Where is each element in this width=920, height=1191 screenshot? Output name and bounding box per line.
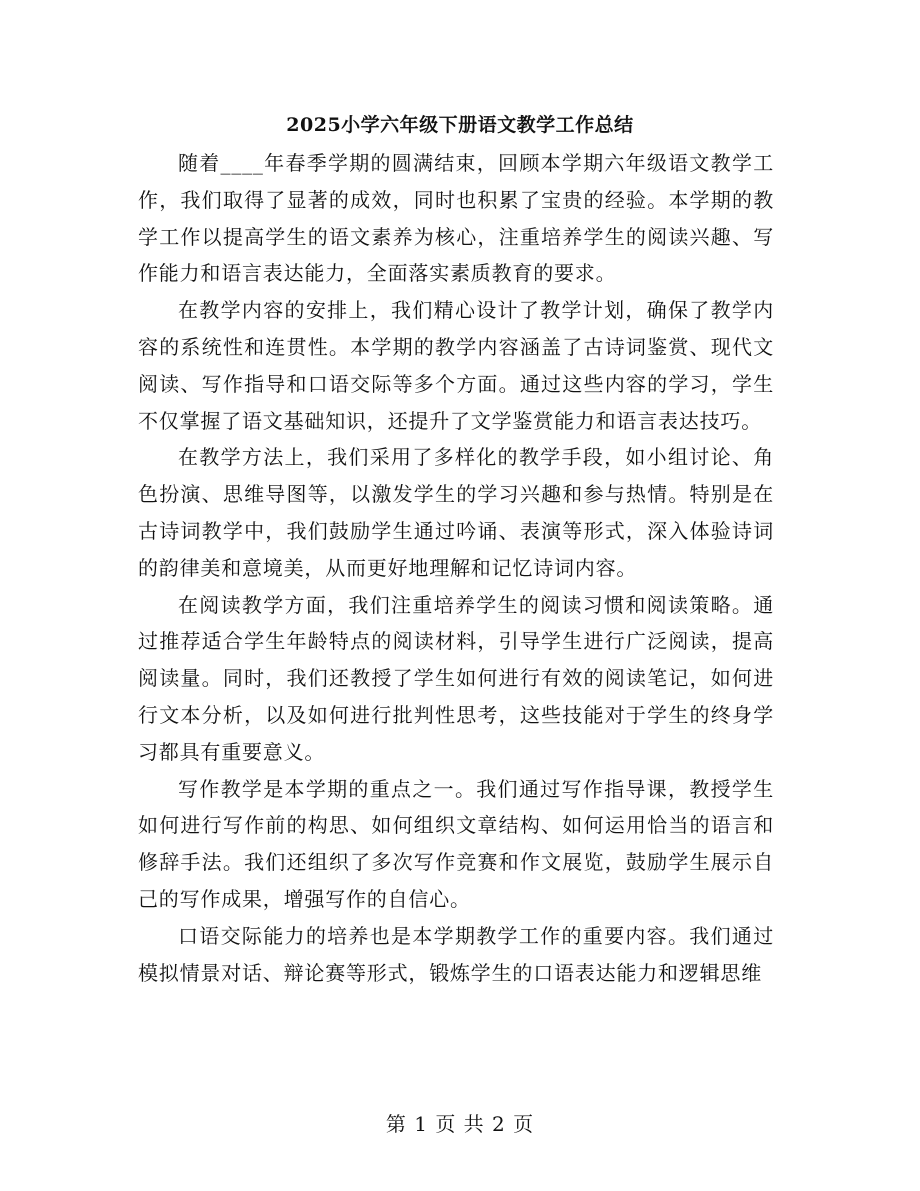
paragraph-2: 在教学内容的安排上，我们精心设计了教学计划，确保了教学内容的系统性和连贯性。本学期的教学内容涵盖了古诗词鉴赏、现代文阅读、写作指导和口语交际等多个方面。通过这些内容的学习，学生不仅掌握了语文基础知识，还提升了文学鉴赏能力和语言表达技巧。 (138, 298, 774, 433)
paragraph-3: 在教学方法上，我们采用了多样化的教学手段，如小组讨论、角色扮演、思维导图等，以激发学生的学习兴趣和参与热情。特别是在古诗词教学中，我们鼓励学生通过吟诵、表演等形式，深入体验诗词的韵律美和意境美，从而更好地理解和记忆诗词内容。 (138, 445, 774, 580)
document-body (138, 145, 774, 991)
paragraph-4: 在阅读教学方面，我们注重培养学生的阅读习惯和阅读策略。通过推荐适合学生年龄特点的阅读材料，引导学生进行广泛阅读，提高阅读量。同时，我们还教授了学生如何进行有效的阅读笔记，如何进行文本分析，以及如何进行批判性思考，这些技能对于学生的终身学习都具有重要意义。 (138, 592, 774, 764)
paragraph-1: 随着____年春季学期的圆满结束，回顾本学期六年级语文教学工作，我们取得了显著的成效，同时也积累了宝贵的经验。本学期的教学工作以提高学生的语文素养为核心，注重培养学生的阅读兴趣、写作能力和语言表达能力，全面落实素质教育的要求。 (138, 151, 774, 286)
page-number-footer: 第 1 页 共 2 页 (385, 1112, 535, 1136)
paragraph-5: 写作教学是本学期的重点之一。我们通过写作指导课，教授学生如何进行写作前的构思、如何组织文章结构、如何运用恰当的语言和修辞手法。我们还组织了多次写作竞赛和作文展览，鼓励学生展示自己的写作成果，增强写作的自信心。 (138, 776, 774, 911)
document-title: 2025小学六年级下册语文教学工作总结 (286, 114, 634, 136)
paragraph-6: 口语交际能力的培养也是本学期教学工作的重要内容。我们通过模拟情景对话、辩论赛等形式，锻炼学生的口语表达能力和逻辑思维 (138, 923, 774, 985)
